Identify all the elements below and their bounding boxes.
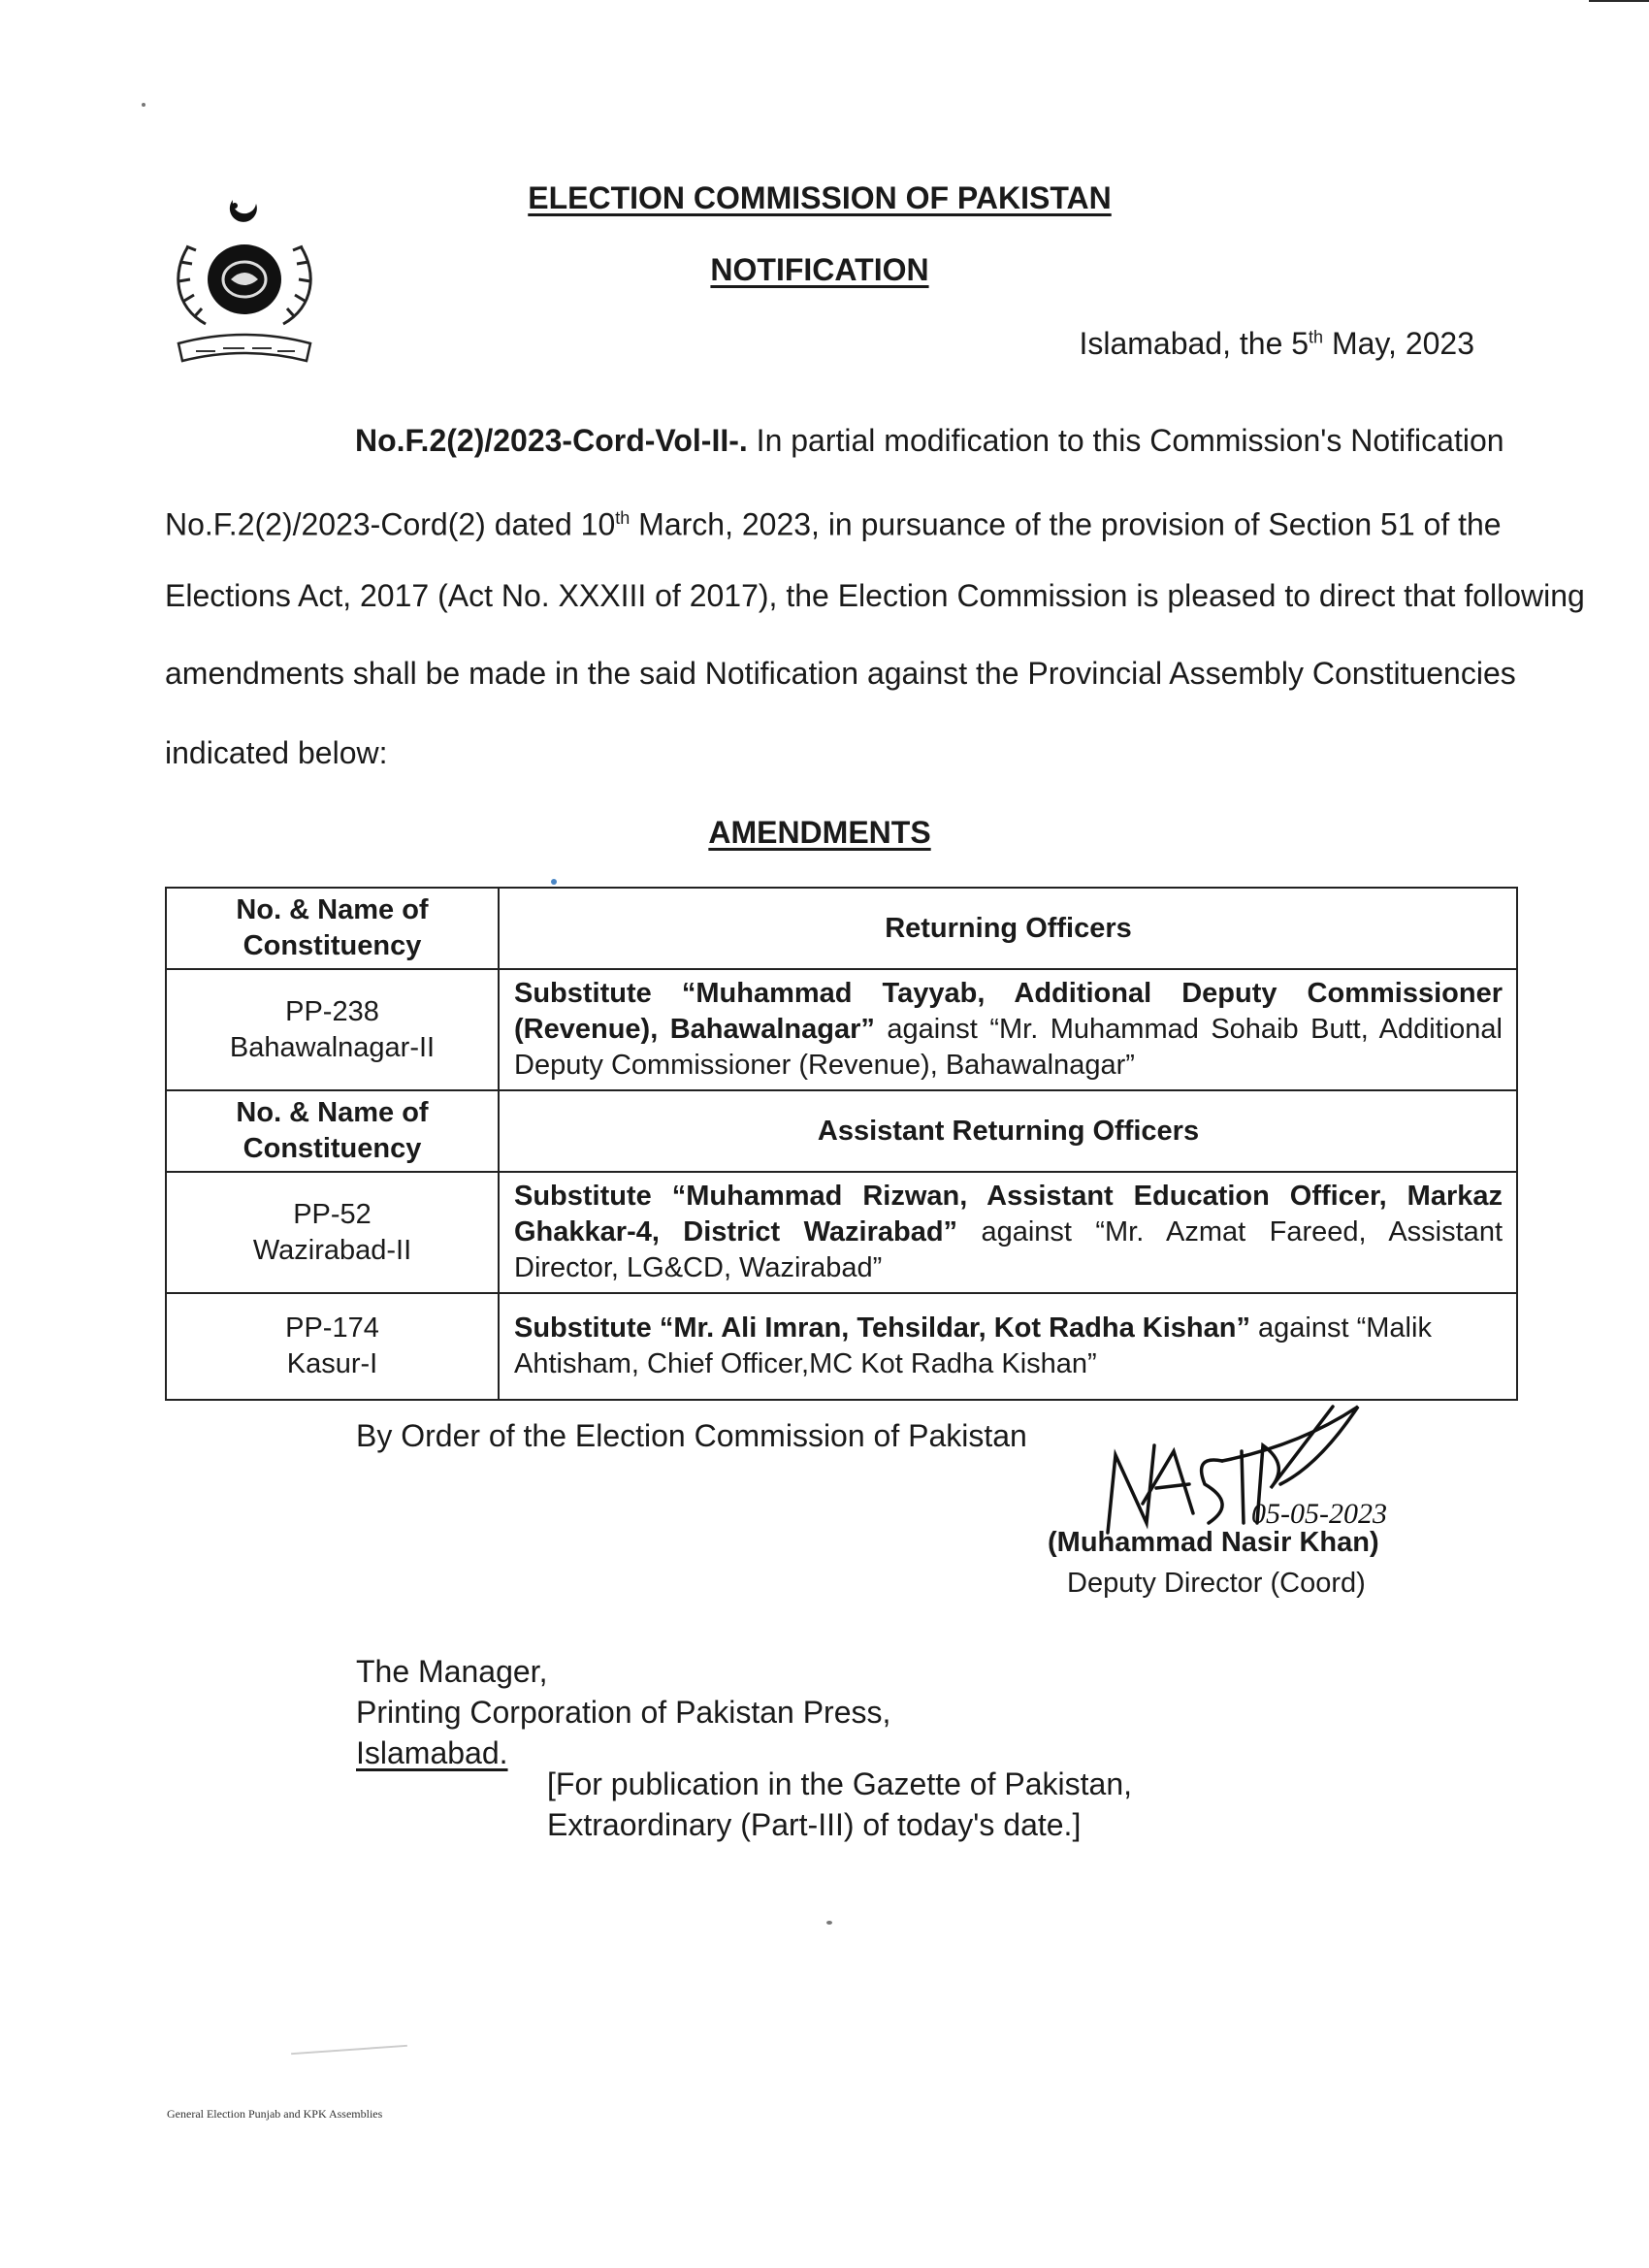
assistant-returning-officers-header: Assistant Returning Officers (499, 1090, 1517, 1172)
amendments-heading: AMENDMENTS (708, 815, 931, 850)
recipient-line-1: The Manager, (356, 1654, 548, 1689)
publication-note: [For publication in the Gazette of Pakistan, Extraordinary (Part-III) of today's date.] (547, 1766, 1132, 1842)
body-line-1: No.F.2(2)/2023-Cord-Vol-II-. In partial modification to this Commission's Notification (355, 423, 1504, 458)
svg-text:05-05-2023: 05-05-2023 (1251, 1498, 1387, 1530)
signatory-designation: Deputy Director (Coord) (1067, 1568, 1366, 1599)
scan-smudge (291, 2045, 407, 2055)
org-heading: ELECTION COMMISSION OF PAKISTAN (528, 180, 1112, 215)
scan-speck (142, 103, 146, 107)
scan-speck (551, 879, 557, 885)
notification-title: NOTIFICATION (710, 252, 929, 287)
table-header-row (166, 1090, 1517, 1172)
table-row (166, 969, 1517, 1090)
table-row (166, 1172, 1517, 1293)
place-date: Islamabad, the 5th May, 2023 (1079, 326, 1474, 361)
constituency-cell: PP-174 Kasur-I (166, 1293, 499, 1400)
table-row (166, 1293, 1517, 1400)
body-line-2: No.F.2(2)/2023-Cord(2) dated 10th March, 2023, in pursuance of the provision of Section 51 of the (165, 506, 1502, 542)
recipient-line-2: Printing Corporation of Pakistan Press, (356, 1695, 891, 1730)
constituency-cell: PP-238 Bahawalnagar-II (166, 969, 499, 1090)
by-order-text: By Order of the Election Commission of Pakistan (356, 1418, 1027, 1453)
body-line-5: indicated below: (165, 735, 388, 770)
table-header-row (166, 888, 1517, 969)
body-line-3: Elections Act, 2017 (Act No. XXXIII of 2017), the Election Commission is pleased to direct that following (165, 578, 1585, 613)
scan-speck (826, 1921, 832, 1925)
constituency-header: No. & Name of Constituency (166, 888, 499, 969)
footer-note: General Election Punjab and KPK Assemblies (167, 2107, 383, 2121)
returning-officers-header: Returning Officers (499, 888, 1517, 969)
amendment-cell: Substitute “Muhammad Tayyab, Additional Deputy Commissioner (Revenue), Bahawalnagar” against “Mr. Muhammad Sohaib Butt, Additional Deputy Commissioner (Revenue), Bahawalnagar” (499, 969, 1517, 1090)
constituency-cell: PP-52 Wazirabad-II (166, 1172, 499, 1293)
recipient-block (356, 1651, 890, 1773)
amendment-cell: Substitute “Muhammad Rizwan, Assistant Education Officer, Markaz Ghakkar-4, District Wazirabad” against “Mr. Azmat Fareed, Assistant Director, LG&CD, Wazirabad” (499, 1172, 1517, 1293)
scan-edge-mark (1589, 0, 1649, 2)
body-line-4: amendments shall be made in the said Notification against the Provincial Assembly Constituencies (165, 656, 1516, 691)
amendments-table (165, 887, 1518, 1401)
signatory-name: (Muhammad Nasir Khan) (1048, 1527, 1379, 1558)
amendment-cell: Substitute “Mr. Ali Imran, Tehsildar, Kot Radha Kishan” against “Malik Ahtisham, Chief Officer,MC Kot Radha Kishan” (499, 1293, 1517, 1400)
constituency-header: No. & Name of Constituency (166, 1090, 499, 1172)
recipient-line-3: Islamabad. (356, 1735, 508, 1770)
